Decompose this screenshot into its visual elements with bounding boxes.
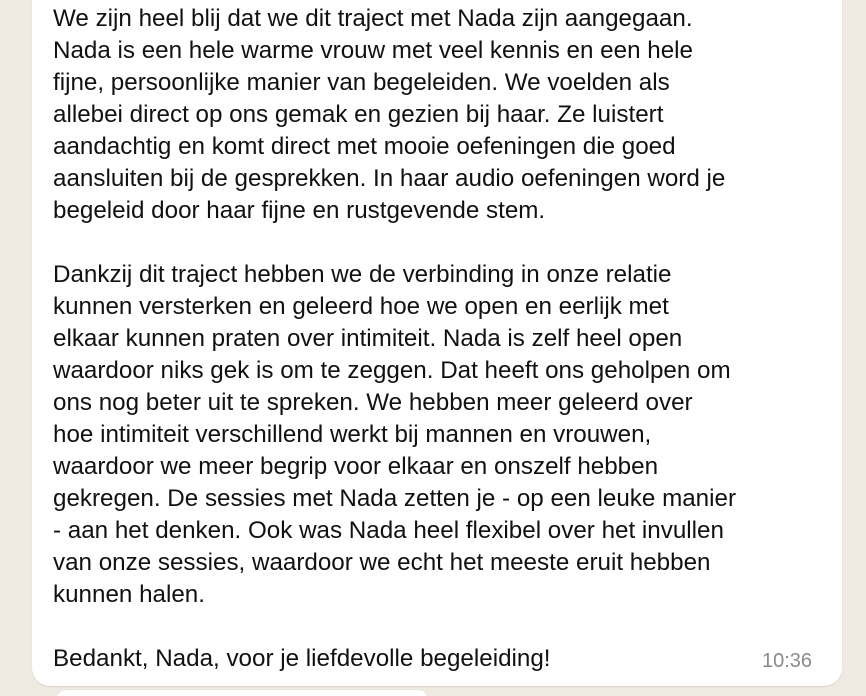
message-paragraph-3 <box>53 643 551 675</box>
message-line: allebei direct op ons gemak en gezien bij haar. Ze luistert <box>53 101 664 128</box>
message-line: aandachtig en komt direct met mooie oefeningen die goed <box>53 133 676 160</box>
message-timestamp: 10:36 <box>762 650 813 672</box>
message-line: aansluiten bij de gesprekken. In haar audio oefeningen word je <box>53 165 726 192</box>
message-line: Bedankt, Nada, voor je liefdevolle begeleiding! <box>53 645 551 672</box>
next-message-bubble[interactable] <box>56 690 428 696</box>
message-line: Dankzij dit traject hebben we de verbinding in onze relatie <box>53 261 672 288</box>
message-line: - aan het denken. Ook was Nada heel flexibel over het invullen <box>53 517 724 544</box>
message-paragraph-1 <box>53 3 725 227</box>
message-line: kunnen versterken en geleerd hoe we open en eerlijk met <box>53 293 669 320</box>
message-line: begeleid door haar fijne en rustgevende stem. <box>53 197 546 224</box>
message-line: hoe intimiteit verschillend werkt bij mannen en vrouwen, <box>53 421 652 448</box>
message-line: kunnen halen. <box>53 581 205 608</box>
message-line: We zijn heel blij dat we dit traject met Nada zijn aangegaan. <box>53 5 693 32</box>
message-paragraph-2 <box>53 259 736 611</box>
message-line: elkaar kunnen praten over intimiteit. Nada is zelf heel open <box>53 325 683 352</box>
message-line: waardoor niks gek is om te zeggen. Dat heeft ons geholpen om <box>53 357 731 384</box>
message-bubble[interactable] <box>32 0 842 686</box>
message-line: ons nog beter uit te spreken. We hebben meer geleerd over <box>53 389 693 416</box>
message-line: Nada is een hele warme vrouw met veel kennis en een hele <box>53 37 693 64</box>
message-line: waardoor we meer begrip voor elkaar en onszelf hebben <box>53 453 659 480</box>
message-line: van onze sessies, waardoor we echt het meeste eruit hebben <box>53 549 711 576</box>
message-line: gekregen. De sessies met Nada zetten je - op een leuke manier <box>53 485 737 512</box>
message-line: fijne, persoonlijke manier van begeleiden. We voelden als <box>53 69 670 96</box>
